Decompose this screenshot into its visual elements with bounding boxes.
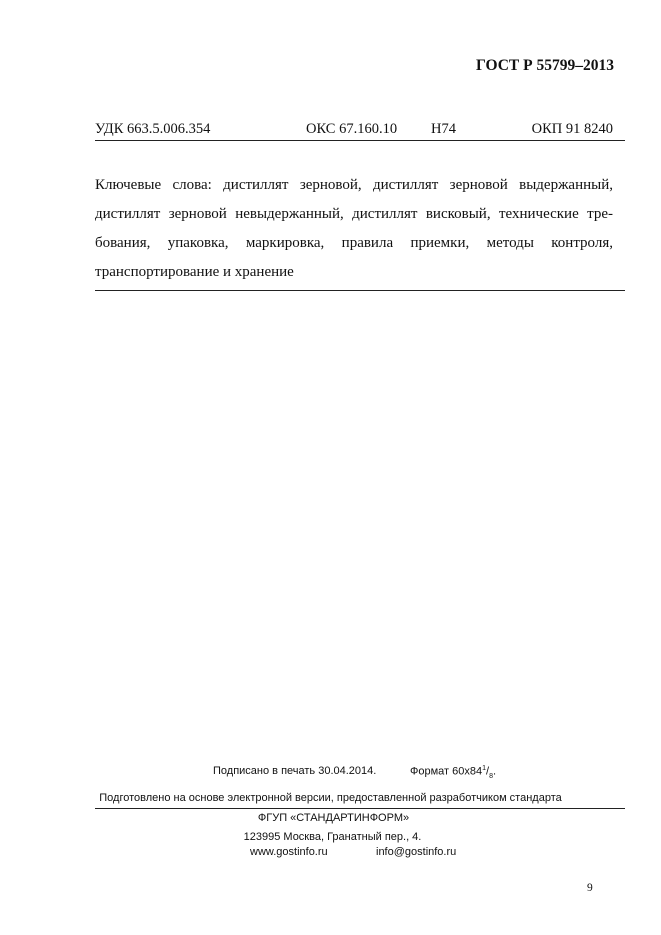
print-format — [410, 765, 496, 780]
keywords-line: дистиллят зерновой невыдержанный, дистиллят висковый, технические тре- — [95, 206, 613, 222]
standard-code: ГОСТ Р 55799–2013 — [476, 57, 614, 74]
keywords-line: Ключевые слова: дистиллят зерновой, дистиллят зерновой выдержанный, — [95, 177, 613, 193]
format-denominator: 8 — [489, 772, 493, 780]
contacts-row — [0, 846, 661, 862]
keywords-line: транспортирование и хранение — [95, 264, 294, 280]
group-code: Н74 — [431, 121, 456, 137]
email-link[interactable]: info@gostinfo.ru — [376, 846, 457, 858]
prepared-note: Подготовлено на основе электронной версии, предоставленной разработчиком стандарта — [99, 792, 562, 804]
classification-rule — [95, 140, 625, 141]
format-numerator: 1 — [482, 765, 487, 772]
publisher-address: 123995 Москва, Гранатный пер., 4. — [243, 831, 422, 843]
udk-code: УДК 663.5.006.354 — [95, 121, 211, 137]
keywords-line: бования, упаковка, маркировка, правила приемки, методы контроля, — [95, 235, 613, 251]
signed-date: Подписано в печать 30.04.2014. — [213, 765, 377, 777]
format-label: Формат 60x84 — [410, 765, 483, 778]
imprint-rule — [95, 808, 625, 809]
publisher-name: ФГУП «СТАНДАРТИНФОРМ» — [257, 812, 410, 824]
okp-code: ОКП 91 8240 — [531, 121, 613, 137]
oks-code: ОКС 67.160.10 — [306, 121, 398, 137]
imprint-signed-row — [0, 765, 661, 781]
classification-row — [95, 121, 613, 139]
keywords-paragraph — [95, 171, 613, 287]
format-end: . — [492, 765, 497, 778]
format-separator: / — [486, 765, 490, 778]
keywords-rule — [95, 290, 625, 291]
website-link[interactable]: www.gostinfo.ru — [250, 846, 328, 858]
page-number: 9 — [587, 882, 593, 894]
